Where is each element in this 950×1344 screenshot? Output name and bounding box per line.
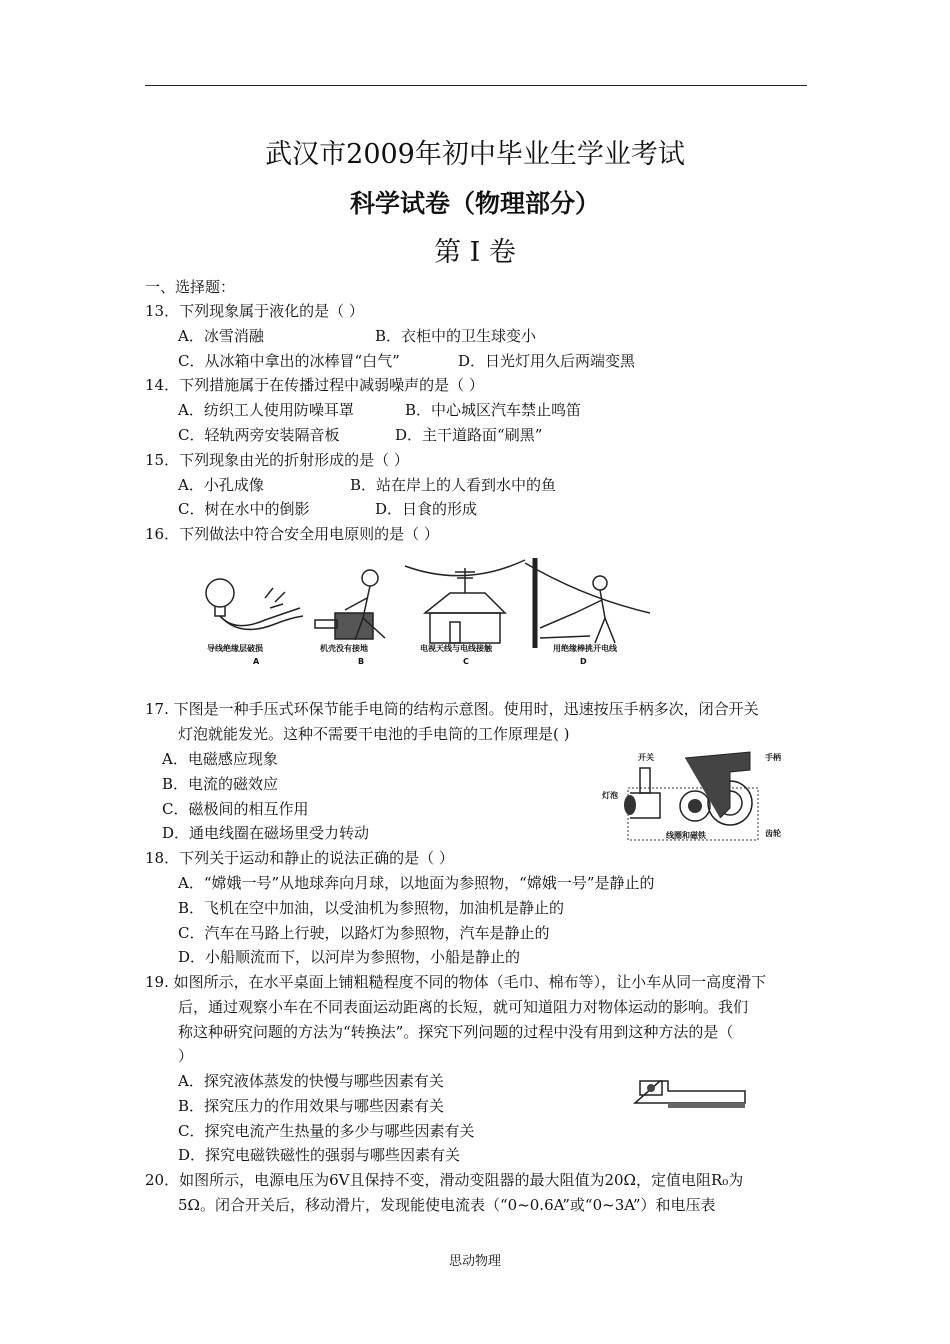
header-rule [145, 85, 807, 86]
q17-option-d: D．通电线圈在磁场里受力转动 [162, 824, 370, 842]
q18-stem: 18．下列关于运动和静止的说法正确的是（ ） [145, 849, 454, 867]
q19-stem-4: ） [178, 1047, 194, 1065]
page-footer: 思动物理 [448, 1254, 501, 1269]
q14-option-d: D．主干道路面“刷黑” [395, 426, 543, 444]
section-heading: 一、选择题： [145, 278, 236, 296]
q13-option-a: A．冰雪消融 [178, 327, 264, 345]
q15-option-b: B．站在岸上的人看到水中的鱼 [350, 476, 557, 494]
q15-stem: 15．下列现象由光的折射形成的是（ ） [145, 451, 409, 469]
q16-caption-c: 电视天线与电线接触 [420, 644, 492, 653]
q18-option-c: C．汽车在马路上行驶，以路灯为参照物，汽车是静止的 [178, 924, 550, 942]
q16-letter-c: C [463, 657, 469, 666]
q17-label-switch: 开关 [638, 753, 654, 762]
q16-figure-d [525, 558, 650, 648]
q16-figure-a [206, 579, 303, 629]
q20-stem-2: 5Ω。闭合开关后，移动滑片，发现能使电流表（“0~0.6A”或“0~3A”）和电压表 [178, 1196, 716, 1214]
q18-option-b: B．飞机在空中加油，以受油机为参照物，加油机是静止的 [178, 899, 565, 917]
q14-option-a: A．纺织工人使用防噪耳罩 [178, 401, 354, 419]
q19-option-a: A．探究液体蒸发的快慢与哪些因素有关 [178, 1072, 444, 1090]
q13-option-b: B．衣柜中的卫生球变小 [375, 327, 537, 345]
q17-stem-2: 灯泡就能发光。这种不需要干电池的手电筒的工作原理是( ) [178, 725, 570, 743]
q17-label-handle: 手柄 [765, 753, 781, 762]
q15-option-d: D．日食的形成 [375, 500, 478, 518]
q16-letter-b: B [358, 657, 365, 666]
q19-stem-2: 后，通过观察小车在不同表面运动距离的长短，就可知道阻力对物体运动的影响。我们 [178, 998, 749, 1016]
q19-stem-1: 19. 如图所示，在水平桌面上铺粗糙程度不同的物体（毛巾、棉布等），让小车从同一高度滑下 [145, 973, 767, 991]
q17-option-c: C．磁极间的相互作用 [162, 800, 309, 818]
q14-option-c: C．轻轨两旁安装隔音板 [178, 426, 340, 444]
q14-stem: 14．下列措施属于在传播过程中减弱噪声的是（ ） [145, 376, 484, 394]
q13-stem: 13．下列现象属于液化的是（ ） [145, 302, 364, 320]
q16-letter-d: D [580, 657, 587, 666]
q16-letter-a: A [253, 657, 260, 666]
q17-stem-1: 17. 下图是一种手压式环保节能手电筒的结构示意图。使用时，迅速按压手柄多次，闭合开关 [145, 700, 759, 718]
q16-figure [195, 558, 655, 670]
q16-stem: 16．下列做法中符合安全用电原则的是（ ） [145, 525, 439, 543]
q17-option-a: A．电磁感应现象 [162, 750, 278, 768]
q16-caption-b: 机壳没有接地 [320, 644, 368, 653]
q17-option-b: B．电流的磁效应 [162, 775, 279, 793]
q13-option-c: C．从冰箱中拿出的冰棒冒“白气” [178, 352, 400, 370]
exam-title: 武汉市2009年初中毕业生学业考试 [265, 139, 685, 170]
q13-option-d: D．日光灯用久后两端变黑 [458, 352, 636, 370]
exam-subtitle: 科学试卷（物理部分） [349, 189, 600, 218]
q16-figure-b [315, 570, 385, 640]
q17-flashlight-figure [600, 748, 800, 848]
q19-option-b: B．探究压力的作用效果与哪些因素有关 [178, 1097, 445, 1115]
q19-option-d: D．探究电磁铁磁性的强弱与哪些因素有关 [178, 1146, 461, 1164]
q17-label-bulb: 灯泡 [602, 791, 618, 800]
q17-label-gear: 齿轮 [765, 829, 781, 838]
q19-option-c: C．探究电流产生热量的多少与哪些因素有关 [178, 1122, 475, 1140]
q14-option-b: B．中心城区汽车禁止鸣笛 [405, 401, 582, 419]
q18-option-d: D．小船顺流而下，以河岸为参照物，小船是静止的 [178, 948, 521, 966]
q19-cart-figure [630, 1073, 750, 1111]
q16-caption-a: 导线绝缘层破损 [207, 644, 263, 653]
q20-stem-1: 20．如图所示，电源电压为6V且保持不变，滑动变阻器的最大阻值为20Ω，定值电阻R₀为 [145, 1171, 744, 1189]
q16-figure-c [405, 560, 525, 643]
volume-title: 第 I 卷 [434, 237, 516, 268]
q18-option-a: A．“嫦娥一号”从地球奔向月球，以地面为参照物，“嫦娥一号”是静止的 [178, 874, 655, 892]
q15-option-a: A．小孔成像 [178, 476, 264, 494]
q17-label-coil: 线圈和磁铁 [666, 831, 706, 840]
q15-option-c: C．树在水中的倒影 [178, 500, 310, 518]
q16-caption-d: 用绝缘棒挑开电线 [553, 644, 617, 653]
q19-stem-3: 称这种研究问题的方法为“转换法”。探究下列问题的过程中没有用到这种方法的是（ [178, 1023, 734, 1041]
